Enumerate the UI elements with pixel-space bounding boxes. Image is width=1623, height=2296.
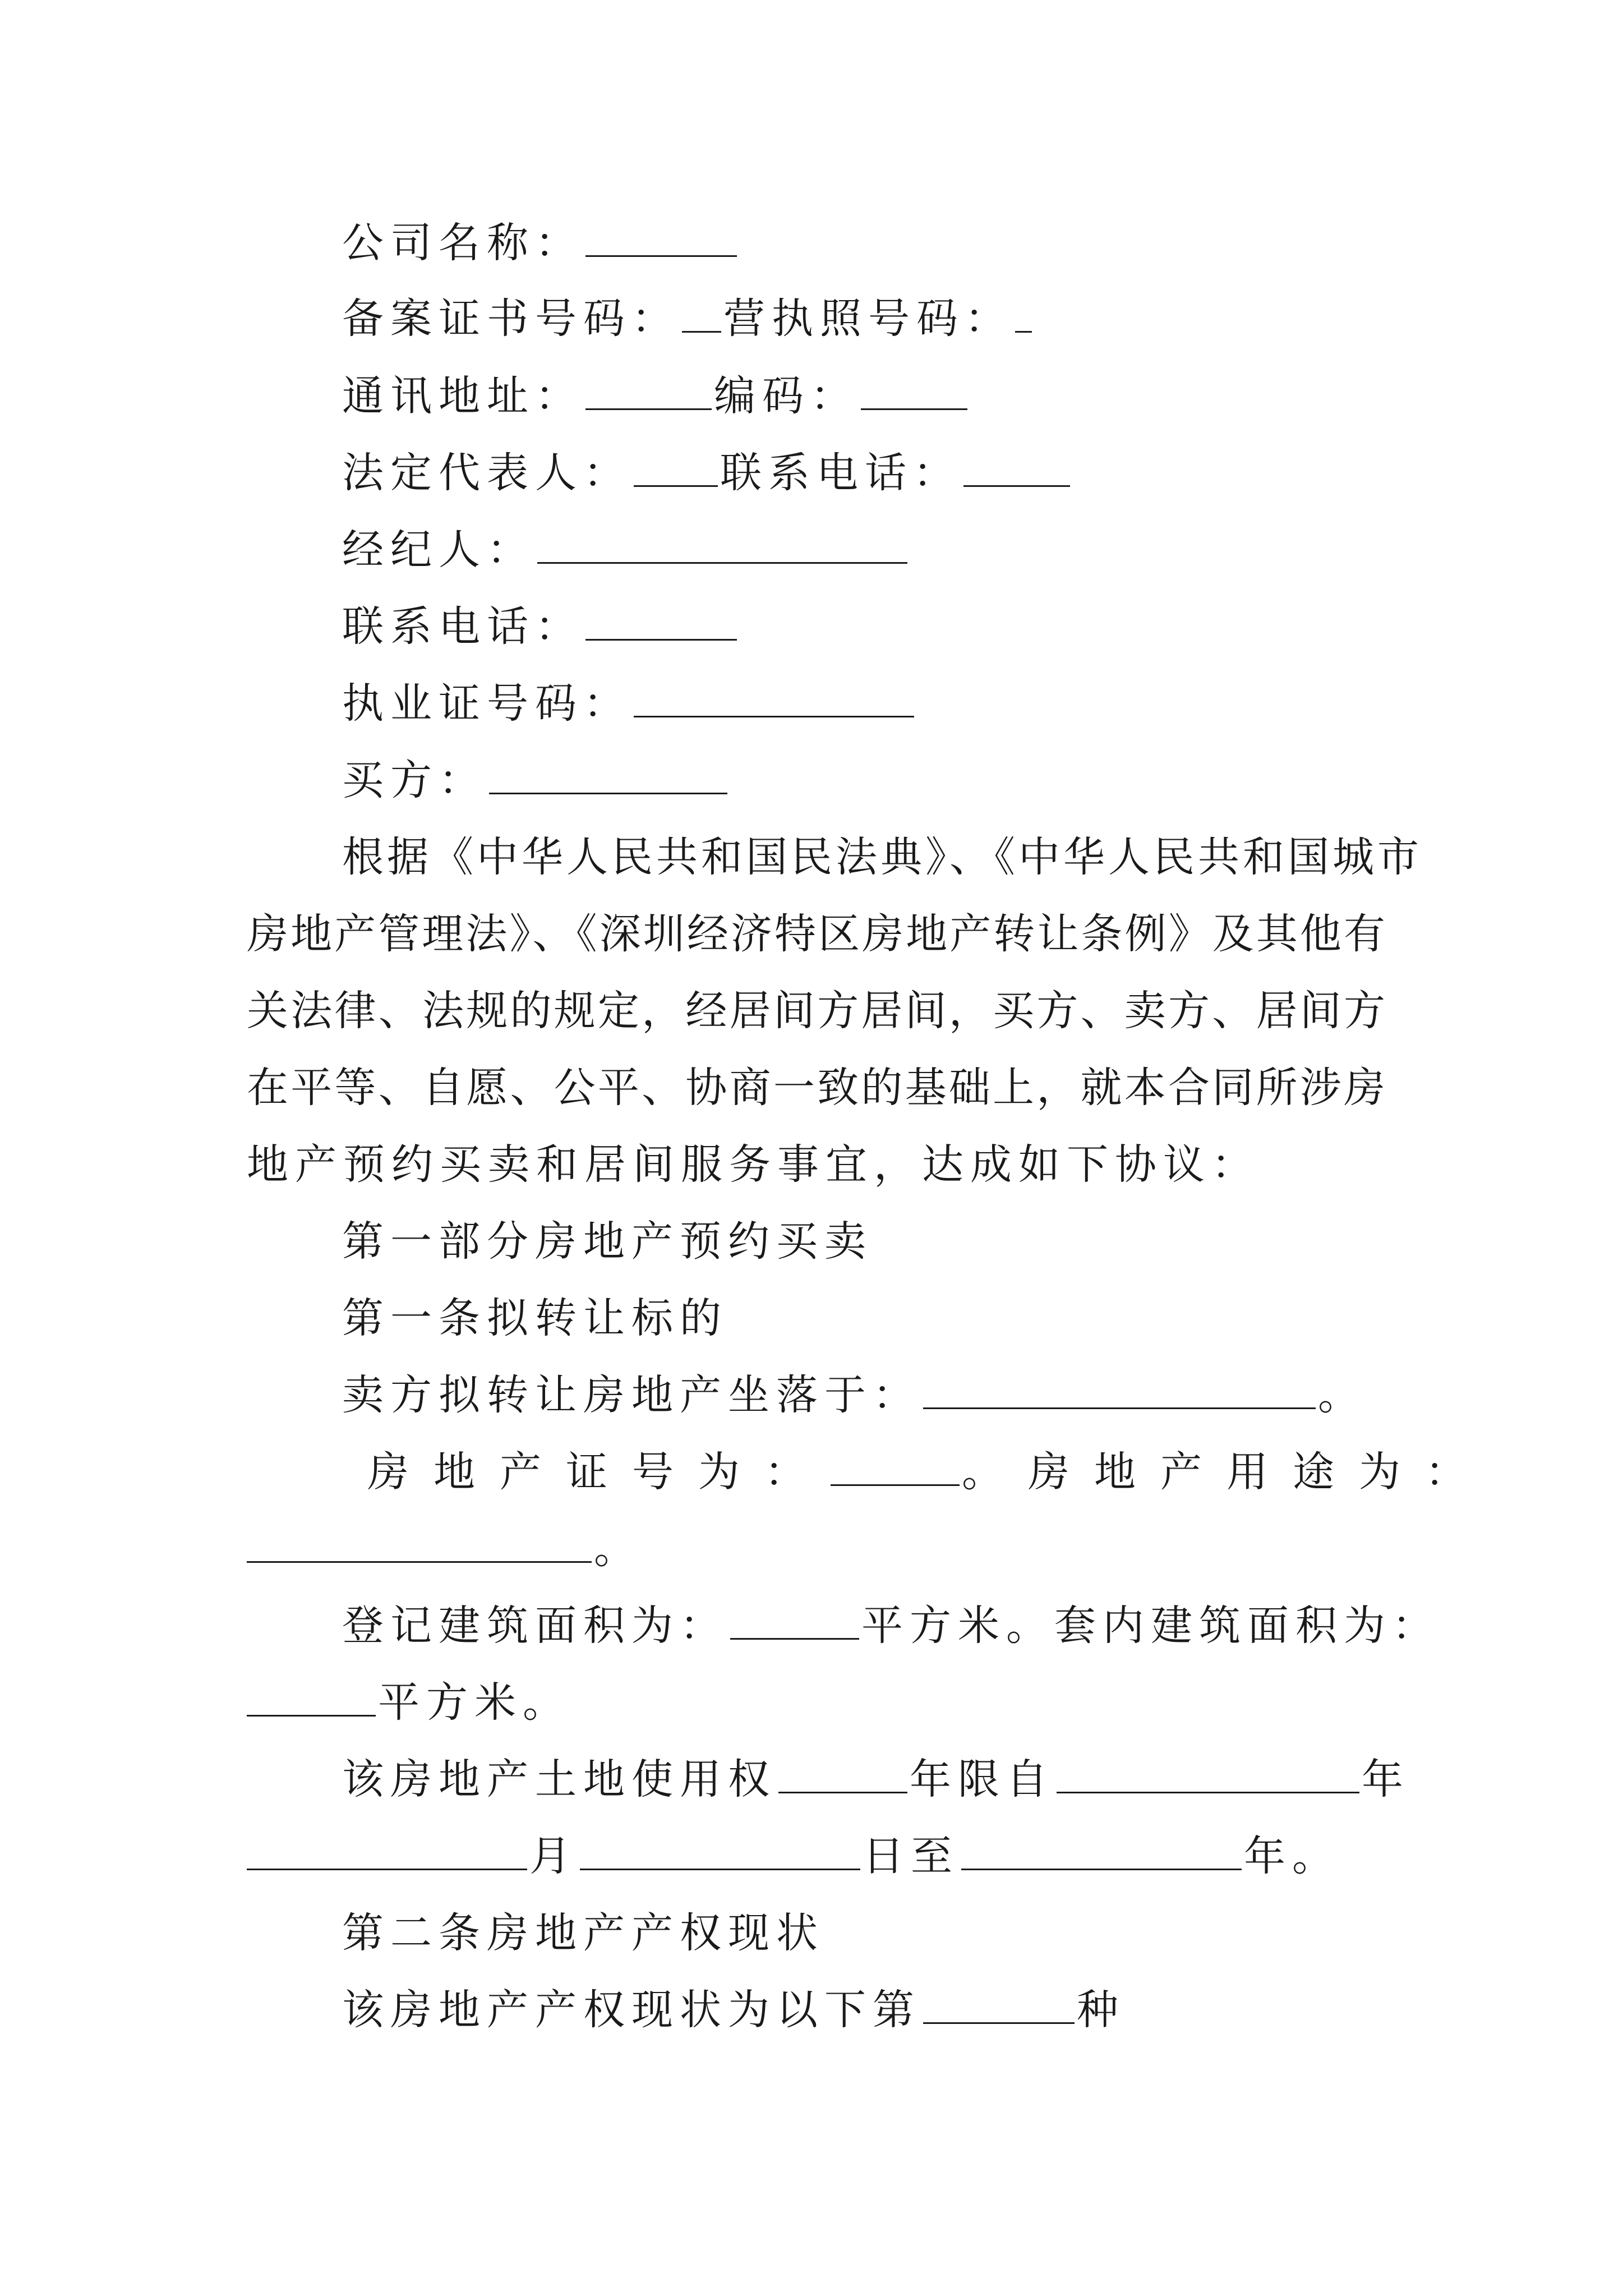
address-label: 通讯地址：: [342, 372, 583, 420]
filing-cert-blank: [682, 292, 721, 333]
practice-cert-line: [342, 677, 916, 730]
land-end-label: 年。: [1244, 1832, 1340, 1880]
buyer-line: [342, 753, 730, 807]
address-postcode-line: [342, 369, 970, 423]
company-name-line: [342, 216, 739, 270]
postcode-blank: [861, 369, 967, 410]
filing-license-line: [342, 292, 1034, 346]
buyer-blank: [489, 753, 727, 794]
address-blank: [585, 369, 712, 410]
agent-label: 经纪人：: [342, 526, 535, 574]
agent-phone-line: [342, 600, 739, 654]
article-two-heading: 第二条房地产产权现状: [342, 1909, 824, 1957]
usage-line: [247, 1522, 642, 1576]
status-line: [342, 1983, 1125, 2037]
status-blank: [923, 1983, 1075, 2024]
land-day-blank: [580, 1829, 860, 1870]
status-label: 该房地产产权现状为以下第: [342, 1986, 921, 2034]
usage-end: 。: [594, 1525, 642, 1573]
buyer-label: 买方：: [342, 756, 487, 804]
inner-area-end: 平方米。: [378, 1678, 571, 1727]
land-line-2: [247, 1829, 1340, 1883]
location-end: 。: [1318, 1371, 1366, 1419]
license-blank: [1015, 292, 1032, 333]
land-month-label: 月: [529, 1832, 578, 1880]
location-blank: [923, 1368, 1316, 1409]
agent-phone-blank: [585, 600, 737, 641]
legal-rep-line: [342, 446, 1072, 500]
preamble-line-2: 房地产管理法》、《深圳经济特区房地产转让条例》及其他有: [247, 910, 1385, 958]
land-start-year-blank: [1057, 1752, 1359, 1793]
inner-area-blank: [247, 1676, 376, 1717]
postcode-label: 编码：: [714, 372, 859, 420]
license-label: 营执照号码：: [723, 295, 1013, 343]
company-name-label: 公司名称：: [342, 219, 583, 267]
agent-line: [342, 523, 910, 577]
inner-area-line: [247, 1676, 571, 1729]
article-one-heading: 第一条拟转让标的: [342, 1294, 728, 1342]
usage-label: 。房地产用途为：: [962, 1448, 1491, 1496]
legal-rep-blank: [634, 446, 718, 487]
land-day-label: 日至: [863, 1832, 959, 1880]
agent-phone-label: 联系电话：: [342, 602, 583, 651]
cert-blank: [831, 1445, 960, 1486]
land-term-label: 年限自: [910, 1755, 1054, 1803]
preamble-line-3: 关法律、法规的规定，经居间方居间，买方、卖方、居间方: [247, 987, 1385, 1035]
cert-line: [367, 1445, 1491, 1499]
preamble-line-5: 地产预约买卖和居间服务事宜，达成如下协议：: [247, 1140, 1260, 1189]
company-name-blank: [585, 216, 737, 257]
practice-cert-label: 执业证号码：: [342, 679, 631, 728]
preamble-line-1: 根据《中华人民共和国民法典》、《中华人民共和国城市: [342, 833, 1422, 881]
cert-label: 房地产证号为：: [367, 1448, 831, 1496]
land-year-label: 年: [1362, 1755, 1410, 1803]
inner-area-label: 平方米。套内建筑面积为：: [861, 1602, 1440, 1650]
status-end: 种: [1077, 1986, 1125, 2034]
agent-blank: [537, 523, 907, 564]
area-line: [342, 1599, 1440, 1653]
land-line: [342, 1752, 1410, 1806]
phone-label: 联系电话：: [720, 449, 961, 497]
filing-cert-label: 备案证书号码：: [342, 295, 680, 343]
location-line: [342, 1368, 1366, 1422]
phone-blank: [963, 446, 1070, 487]
area-label: 登记建筑面积为：: [342, 1602, 728, 1650]
legal-rep-label: 法定代表人：: [342, 449, 631, 497]
usage-blank: [247, 1522, 592, 1563]
practice-cert-blank: [634, 677, 914, 717]
location-label: 卖方拟转让房地产坐落于：: [342, 1371, 921, 1419]
preamble-line-4: 在平等、自愿、公平、协商一致的基础上，就本合同所涉房: [247, 1064, 1385, 1112]
area-blank: [730, 1599, 859, 1640]
part-one-heading: 第一部分房地产预约买卖: [342, 1217, 873, 1266]
land-month-blank: [247, 1829, 527, 1870]
land-end-year-blank: [961, 1829, 1242, 1870]
land-label: 该房地产土地使用权: [342, 1755, 776, 1803]
land-years-blank: [778, 1752, 907, 1793]
